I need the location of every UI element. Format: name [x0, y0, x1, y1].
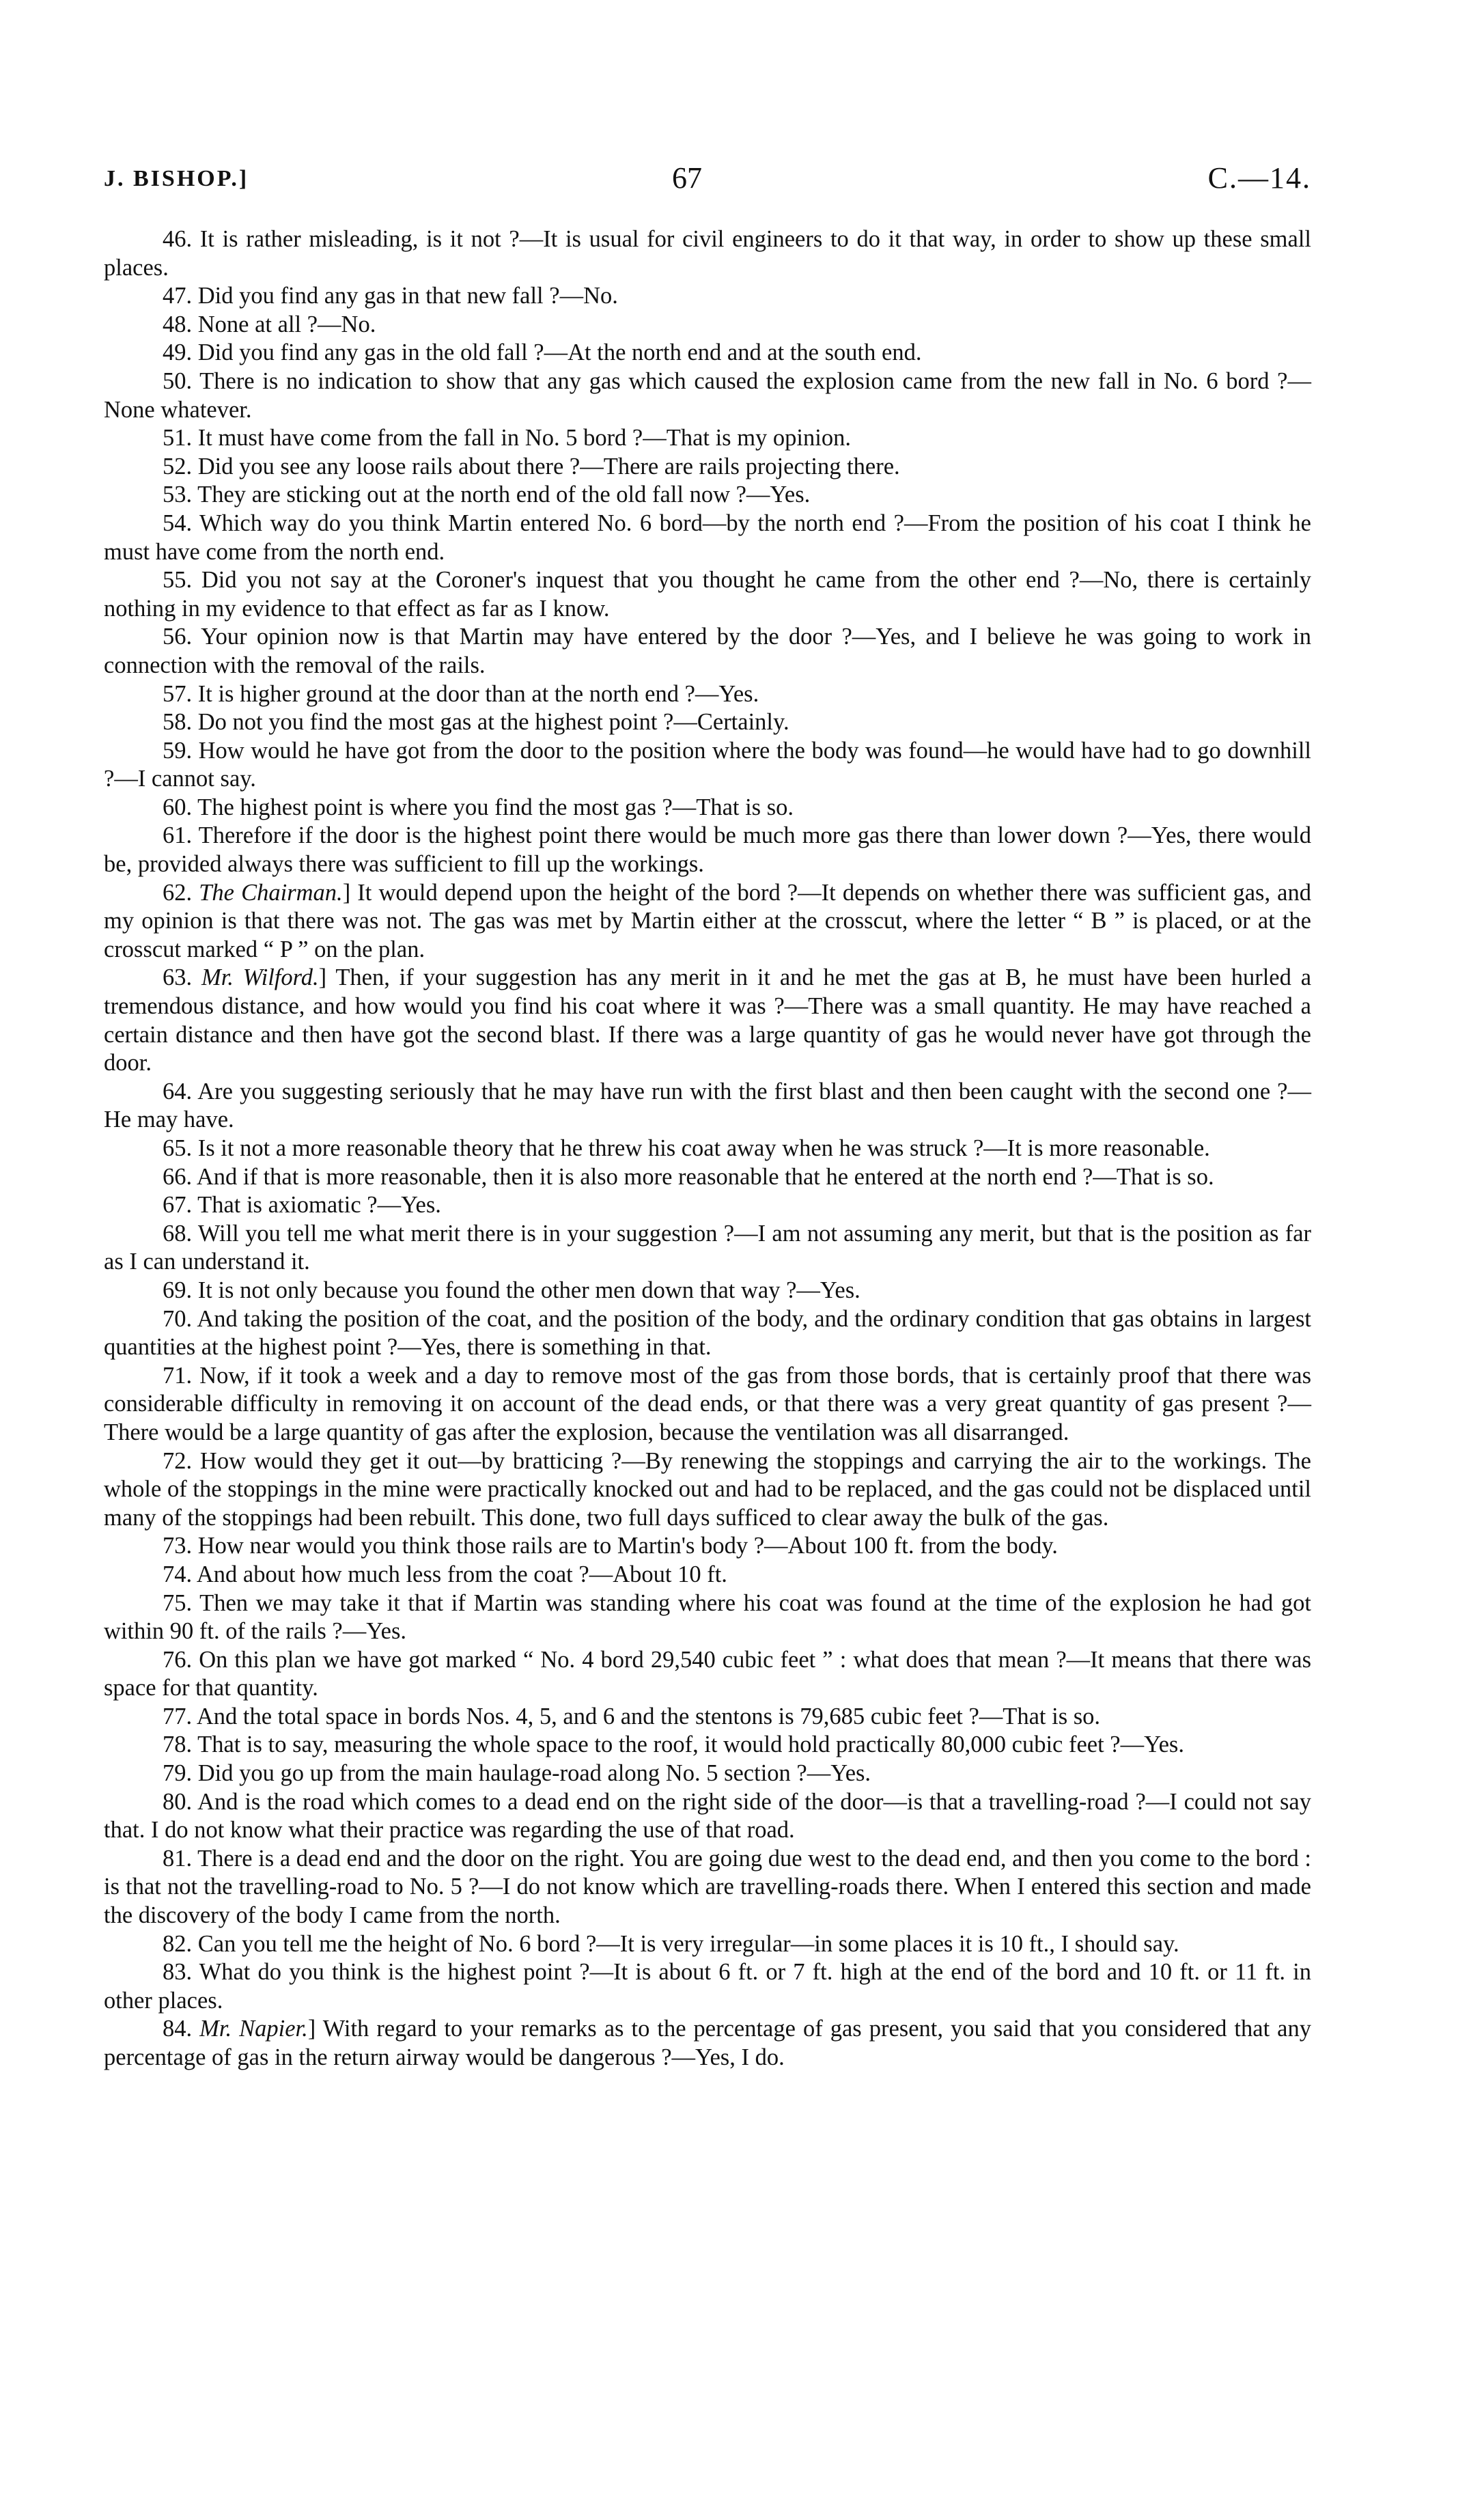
evidence-paragraph — [104, 680, 1311, 709]
paragraph-text: 68. Will you tell me what merit there is in your suggestion ?—I am not assuming any merit, but that is the position as far as I can understand it. — [104, 1220, 1311, 1275]
evidence-paragraph — [104, 964, 1311, 1077]
paragraph-text: 51. It must have come from the fall in No. 5 bord ?—That is my opinion. — [163, 425, 851, 451]
evidence-paragraph — [104, 1589, 1311, 1646]
paragraph-text: 61. Therefore if the door is the highest point there would be much more gas there than lower down ?—Yes, there would be, provided always there was sufficient to fill up the workings. — [104, 822, 1311, 878]
evidence-paragraph — [104, 424, 1311, 453]
paragraph-text: 80. And is the road which comes to a dead end on the right side of the door—is that a travelling-road ?—I could not say that. I do not know what their practice was regarding the use of that road. — [104, 1788, 1311, 1844]
paragraph-text: 81. There is a dead end and the door on the right. You are going due west to the dead end, and then you come to the bord : is that not the travelling-road to No. 5 ?—I do not know which are travelling-roads there. When I entered this section and made the discovery of the body I came from the north. — [104, 1845, 1311, 1929]
paragraph-text: 82. Can you tell me the height of No. 6 bord ?—It is very irregular—in some places it is 10 ft., I should say. — [163, 1930, 1179, 1957]
evidence-paragraph — [104, 481, 1311, 510]
evidence-paragraph — [104, 1220, 1311, 1277]
page-number: 67 — [672, 161, 702, 195]
page-header — [104, 161, 1311, 208]
paragraph-text: 49. Did you find any gas in the old fall ?—At the north end and at the south end. — [163, 339, 922, 366]
paragraph-text: 60. The highest point is where you find the most gas ?—That is so. — [163, 794, 794, 820]
paragraph-text: 57. It is higher ground at the door than at the north end ?—Yes. — [163, 680, 759, 707]
paragraph-text: 83. What do you think is the highest point ?—It is about 6 ft. or 7 ft. high at the end of the bord and 10 ft. or 11 ft. in other places. — [104, 1959, 1311, 2014]
evidence-paragraph — [104, 879, 1311, 964]
paragraph-text: 48. None at all ?—No. — [163, 311, 376, 337]
paragraph-text: 75. Then we may take it that if Martin was standing where his coat was found at the time of the explosion he had got within 90 ft. of the rails ?—Yes. — [104, 1589, 1311, 1645]
evidence-paragraph — [104, 1135, 1311, 1163]
evidence-paragraph — [104, 1191, 1311, 1220]
evidence-paragraph — [104, 822, 1311, 878]
paragraph-text: 70. And taking the position of the coat, and the position of the body, and the ordinary condition that gas obtains in largest quantities at the highest point ?—Yes, there is something in that. — [104, 1305, 1311, 1361]
evidence-paragraph — [104, 2015, 1311, 2072]
paragraph-text: 58. Do not you find the most gas at the highest point ?—Certainly. — [163, 709, 789, 736]
speaker-name: Mr. Napier. — [199, 2016, 308, 2042]
evidence-paragraph — [104, 1760, 1311, 1788]
evidence-paragraph — [104, 566, 1311, 623]
evidence-paragraph — [104, 1731, 1311, 1760]
paragraph-text: 63. — [163, 964, 201, 991]
paragraph-text: 53. They are sticking out at the north end of the old fall now ?—Yes. — [163, 482, 811, 508]
speaker-name: The Chairman. — [199, 879, 343, 906]
evidence-paragraph — [104, 339, 1311, 367]
paragraph-text: 69. It is not only because you found the other men down that way ?—Yes. — [163, 1277, 860, 1303]
paragraph-text: 78. That is to say, measuring the whole space to the roof, it would hold practically 80,000 cubic feet ?—Yes. — [163, 1732, 1184, 1758]
paragraph-text: ] It would depend upon the height of the bord ?—It depends on whether there was sufficient gas, and my opinion is that there was not. The gas was met by Martin either at the crosscut, where the letter “ B ” is placed, or at the crosscut marked “ P ” on the plan. — [104, 879, 1311, 962]
paragraph-text: 72. How would they get it out—by bratticing ?—By renewing the stoppings and carrying the air to the workings. The whole of the stoppings in the mine were practically knocked out and had to be replaced, and the gas could not be displaced until many of the stoppings had been rebuilt. This done, two full days sufficed to clear away the bulk of the gas. — [104, 1447, 1311, 1531]
paragraph-text: 79. Did you go up from the main haulage-road along No. 5 section ?—Yes. — [163, 1760, 871, 1787]
paragraph-text: 73. How near would you think those rails are to Martin's body ?—About 100 ft. from the body. — [163, 1533, 1058, 1559]
paper-reference: C.—14. — [1207, 161, 1311, 195]
evidence-paragraph — [104, 1788, 1311, 1845]
paragraph-text: 50. There is no indication to show that any gas which caused the explosion came from the new fall in No. 6 bord ?—None whatever. — [104, 367, 1311, 423]
paragraph-text: 66. And if that is more reasonable, then it is also more reasonable that he entered at the north end ?—That is so. — [163, 1163, 1214, 1190]
paragraph-text: 46. It is rather misleading, is it not ?—It is usual for civil engineers to do it that way, in order to show up these small places. — [104, 226, 1311, 281]
evidence-paragraph — [104, 1646, 1311, 1703]
paragraph-text: 84. — [163, 2016, 200, 2042]
evidence-paragraph — [104, 453, 1311, 482]
paragraph-text: 56. Your opinion now is that Martin may have entered by the door ?—Yes, and I believe he was going to work in connection with the removal of the rails. — [104, 624, 1311, 678]
evidence-paragraph — [104, 794, 1311, 822]
paragraph-text: ] With regard to your remarks as to the percentage of gas present, you said that you considered that any percentage of gas in the return airway would be dangerous ?—Yes, I do. — [104, 2016, 1311, 2070]
paragraph-text: 62. — [163, 879, 199, 906]
evidence-paragraph — [104, 225, 1311, 282]
evidence-paragraph — [104, 1078, 1311, 1135]
paragraph-text: 55. Did you not say at the Coroner's inquest that you thought he came from the other end ?—No, there is certainly nothing in my evidence to that effect as far as I know. — [104, 567, 1311, 622]
evidence-paragraph — [104, 282, 1311, 311]
paragraph-text: 64. Are you suggesting seriously that he may have run with the first blast and then been caught with the second one ?—He may have. — [104, 1078, 1311, 1133]
evidence-paragraph — [104, 1362, 1311, 1447]
paragraph-text: 59. How would he have got from the door to the position where the body was found—he would have had to go downhill ?—I cannot say. — [104, 737, 1311, 792]
evidence-paragraph — [104, 1163, 1311, 1192]
evidence-paragraph — [104, 311, 1311, 339]
evidence-text — [104, 225, 1311, 2072]
paragraph-text: 52. Did you see any loose rails about there ?—There are rails projecting there. — [163, 453, 900, 479]
paragraph-text: 74. And about how much less from the coat ?—About 10 ft. — [163, 1561, 727, 1587]
witness-name: J. BISHOP.] — [104, 166, 249, 191]
evidence-paragraph — [104, 708, 1311, 737]
evidence-paragraph — [104, 1930, 1311, 1959]
paragraph-text: 76. On this plan we have got marked “ No. 4 bord 29,540 cubic feet ” : what does that mean ?—It means that there was space for that quantity. — [104, 1646, 1311, 1701]
evidence-paragraph — [104, 1447, 1311, 1533]
evidence-paragraph — [104, 623, 1311, 680]
evidence-paragraph — [104, 737, 1311, 794]
paragraph-text: 65. Is it not a more reasonable theory that he threw his coat away when he was struck ?—It is more reasonable. — [163, 1135, 1210, 1161]
paragraph-text: ] Then, if your suggestion has any merit in it and he met the gas at B, he must have been hurled a tremendous distance, and how would you find his coat where it was ?—There was a small quantity. He may have reached a certain distance and then have got the second blast. If there was a large quantity of gas he would never have got through the door. — [104, 964, 1312, 1076]
paragraph-text: 77. And the total space in bords Nos. 4, 5, and 6 and the stentons is 79,685 cubic feet ?—That is so. — [163, 1703, 1101, 1729]
evidence-paragraph — [104, 367, 1311, 424]
speaker-name: Mr. Wilford. — [201, 964, 319, 991]
evidence-paragraph — [104, 1305, 1311, 1362]
evidence-paragraph — [104, 1958, 1311, 2015]
paragraph-text: 71. Now, if it took a week and a day to remove most of the gas from those bords, that is certainly proof that there was considerable difficulty in removing it on account of the dead ends, or that there was a very great quantity of gas present ?—There would be a large quantity of gas after the explosion, because the ventilation was all disarranged. — [104, 1362, 1311, 1445]
evidence-paragraph — [104, 510, 1311, 566]
paragraph-text: 47. Did you find any gas in that new fall ?—No. — [163, 283, 618, 309]
evidence-paragraph — [104, 1845, 1311, 1930]
evidence-paragraph — [104, 1277, 1311, 1305]
evidence-paragraph — [104, 1532, 1311, 1561]
evidence-paragraph — [104, 1561, 1311, 1589]
evidence-paragraph — [104, 1703, 1311, 1732]
paragraph-text: 54. Which way do you think Martin entered No. 6 bord—by the north end ?—From the position of his coat I think he must have come from the north end. — [104, 510, 1311, 565]
paragraph-text: 67. That is axiomatic ?—Yes. — [163, 1192, 441, 1219]
